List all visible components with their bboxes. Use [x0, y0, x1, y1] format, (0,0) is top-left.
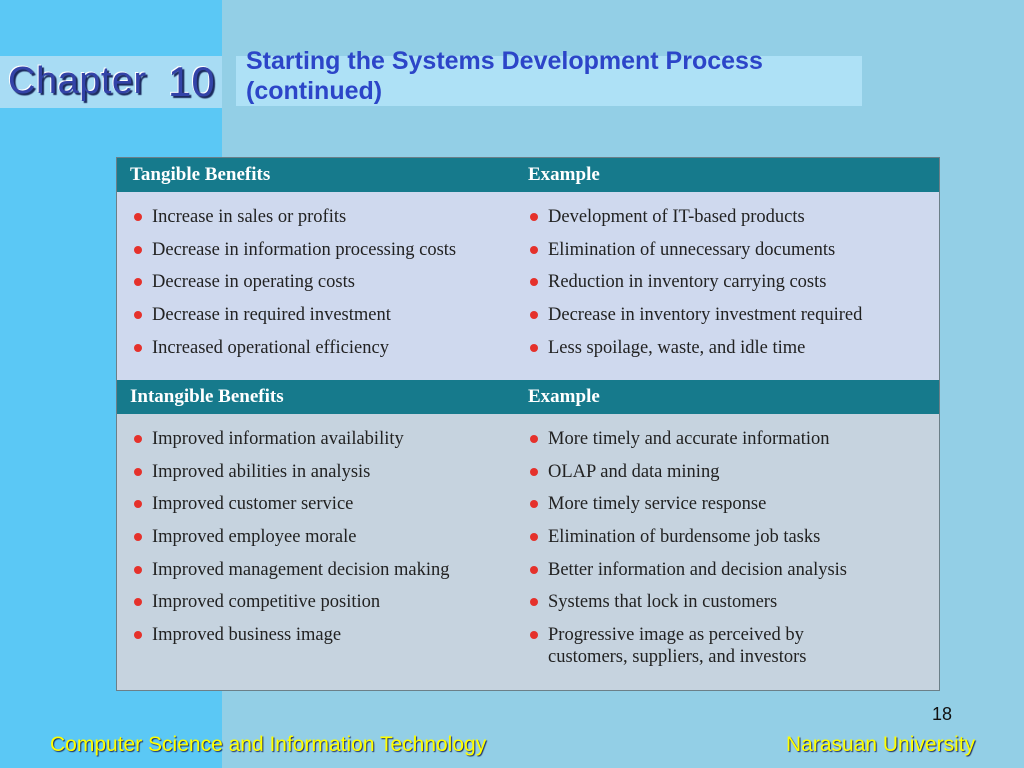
list-item: Systems that lock in customers: [526, 591, 926, 624]
list-item: Improved customer service: [130, 493, 510, 526]
tangible-section: [117, 192, 939, 380]
list-item: Improved management decision making: [130, 559, 510, 592]
chapter-number: 10: [168, 58, 215, 105]
footer-department: Computer Science and Information Technology: [50, 733, 487, 756]
list-item: Improved abilities in analysis: [130, 461, 510, 494]
list-item: Decrease in operating costs: [130, 271, 510, 304]
list-item: Decrease in inventory investment required: [526, 304, 926, 337]
list-item: Improved employee morale: [130, 526, 510, 559]
intangible-example-header: Example: [528, 386, 600, 407]
list-item: Increased operational efficiency: [130, 337, 510, 370]
list-item: Better information and decision analysis: [526, 559, 926, 592]
list-item: More timely service response: [526, 493, 926, 526]
list-item: Progressive image as perceived by customers, suppliers, and investors: [526, 624, 888, 668]
list-item: Elimination of burdensome job tasks: [526, 526, 926, 559]
chapter-label: Chapter: [8, 60, 147, 102]
intangible-header-row: [117, 380, 939, 414]
page-number: 18: [932, 704, 953, 724]
list-item: Improved competitive position: [130, 591, 510, 624]
list-item: More timely and accurate information: [526, 428, 926, 461]
footer-university: Narasuan University: [786, 733, 976, 756]
list-item: Decrease in required investment: [130, 304, 510, 337]
tangible-examples-list: [526, 206, 926, 369]
intangible-examples-list: [526, 428, 926, 668]
list-item: Elimination of unnecessary documents: [526, 239, 926, 272]
tangible-example-header: Example: [528, 164, 600, 185]
tangible-header-row: [117, 158, 939, 192]
list-item: OLAP and data mining: [526, 461, 926, 494]
list-item: Improved business image: [130, 624, 510, 657]
list-item: Less spoilage, waste, and idle time: [526, 337, 926, 370]
slide-title: Starting the Systems Development Process (continued): [246, 47, 763, 105]
list-item: Decrease in information processing costs: [130, 239, 510, 272]
intangible-section: [117, 414, 939, 690]
intangible-benefits-header: Intangible Benefits: [130, 386, 284, 407]
tangible-benefits-list: [130, 206, 510, 369]
list-item: Improved information availability: [130, 428, 510, 461]
intangible-benefits-list: [130, 428, 510, 657]
list-item: Development of IT-based products: [526, 206, 926, 239]
list-item: Reduction in inventory carrying costs: [526, 271, 926, 304]
tangible-benefits-header: Tangible Benefits: [130, 164, 271, 185]
list-item: Increase in sales or profits: [130, 206, 510, 239]
benefits-table: [116, 157, 940, 691]
